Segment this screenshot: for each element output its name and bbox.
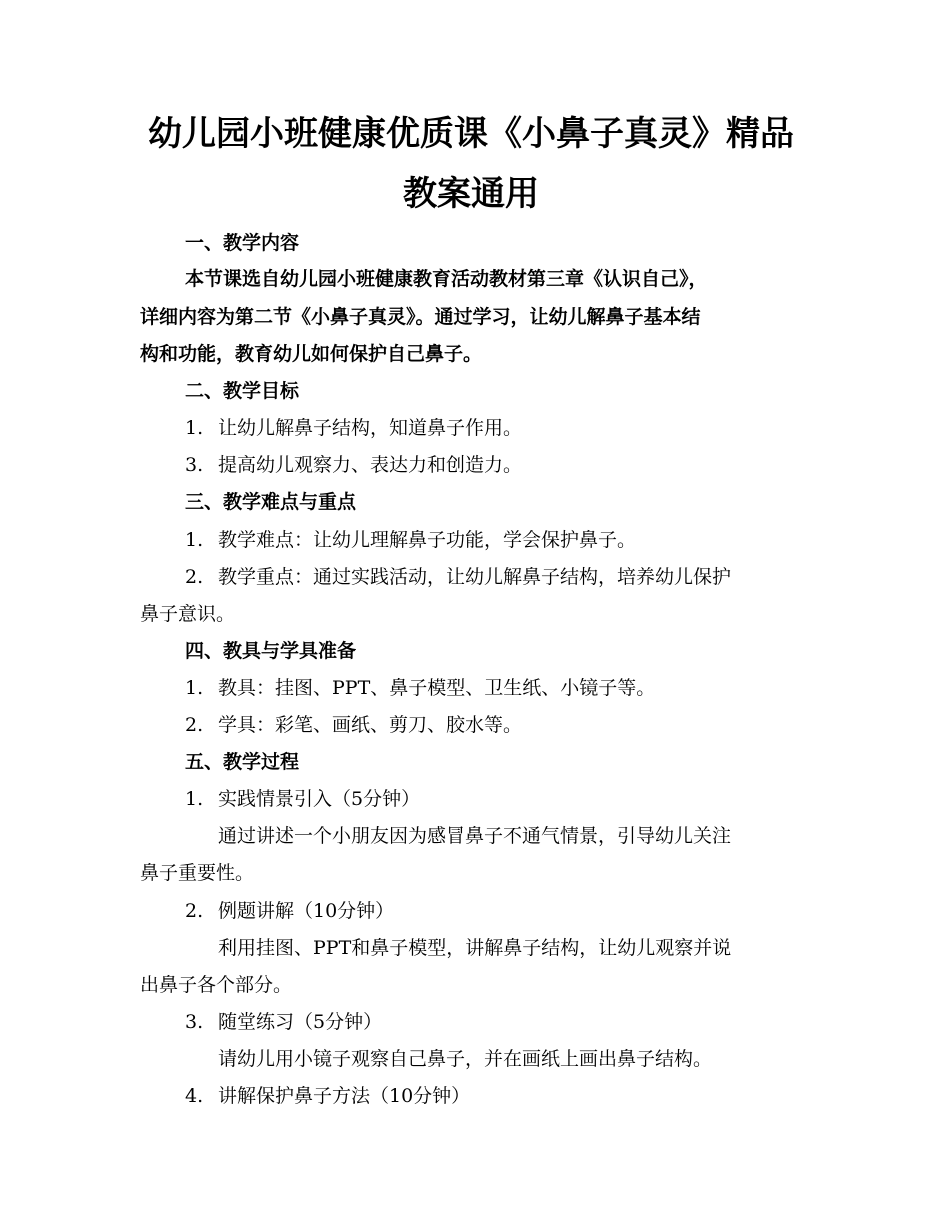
document-title-line-1: 幼儿园小班健康优质课《小鼻子真灵》精品	[148, 114, 794, 154]
list-item-number: 3.	[185, 454, 204, 476]
list-item	[185, 786, 420, 812]
paragraph-line: 请幼儿用小镜子观察自己鼻子，并在画纸上画出鼻子结构。	[218, 1048, 713, 1070]
list-item-number: 1.	[185, 529, 204, 551]
list-item-number: 1.	[185, 677, 204, 699]
paragraph-line: 出鼻子各个部分。	[140, 974, 293, 996]
list-item-text: 实践情景引入（5分钟）	[218, 788, 421, 810]
paragraph-line: 通过讲述一个小朋友因为感冒鼻子不通气情景，引导幼儿关注	[218, 825, 732, 847]
list-item-text: 让幼儿解鼻子结构，知道鼻子作用。	[218, 417, 523, 439]
list-item-number: 1.	[185, 417, 204, 439]
document-title-line-2: 教案通用	[403, 174, 539, 214]
list-item-continuation: 鼻子意识。	[140, 603, 236, 625]
list-item-number: 4.	[185, 1085, 204, 1107]
list-item-text: 提高幼儿观察力、表达力和创造力。	[218, 454, 523, 476]
list-item-text: 教学重点：通过实践活动，让幼儿解鼻子结构，培养幼儿保护	[218, 566, 732, 588]
list-item	[185, 712, 522, 738]
list-item-number: 2.	[185, 714, 204, 736]
section-heading-process: 五、教学过程	[185, 751, 300, 773]
paragraph-line: 构和功能，教育幼儿如何保护自己鼻子。	[140, 343, 483, 365]
list-item-text: 讲解保护鼻子方法（10分钟）	[218, 1085, 471, 1107]
list-item	[185, 898, 394, 924]
list-item-text: 随堂练习（5分钟）	[218, 1011, 383, 1033]
list-item-text: 教学难点：让幼儿理解鼻子功能，学会保护鼻子。	[218, 529, 637, 551]
list-item-text: 教具：挂图、PPT、鼻子模型、卫生纸、小镜子等。	[218, 677, 656, 699]
paragraph-line: 利用挂图、PPT和鼻子模型，讲解鼻子结构，让幼儿观察并说	[218, 937, 732, 959]
section-heading-difficulties: 三、教学难点与重点	[185, 491, 357, 513]
list-item-number: 1.	[185, 788, 204, 810]
section-heading-materials: 四、教具与学具准备	[185, 640, 357, 662]
list-item	[185, 527, 636, 553]
list-item-text: 例题讲解（10分钟）	[218, 900, 395, 922]
section-heading-teaching-goals: 二、教学目标	[185, 380, 300, 402]
list-item	[185, 452, 522, 478]
list-item	[185, 415, 522, 441]
section-heading-teaching-content: 一、教学内容	[185, 232, 300, 254]
paragraph-line: 鼻子重要性。	[140, 862, 255, 884]
list-item	[185, 1083, 470, 1109]
list-item-number: 2.	[185, 566, 204, 588]
list-item	[185, 1009, 382, 1035]
list-item-number: 2.	[185, 900, 204, 922]
paragraph-line: 详细内容为第二节《小鼻子真灵》。通过学习，让幼儿解鼻子基本结	[140, 306, 701, 328]
list-item-text: 学具：彩笔、画纸、剪刀、胶水等。	[218, 714, 523, 736]
list-item	[185, 564, 731, 590]
list-item	[185, 675, 655, 701]
list-item-number: 3.	[185, 1011, 204, 1033]
paragraph-line: 本节课选自幼儿园小班健康教育活动教材第三章《认识自己》，	[185, 268, 708, 290]
